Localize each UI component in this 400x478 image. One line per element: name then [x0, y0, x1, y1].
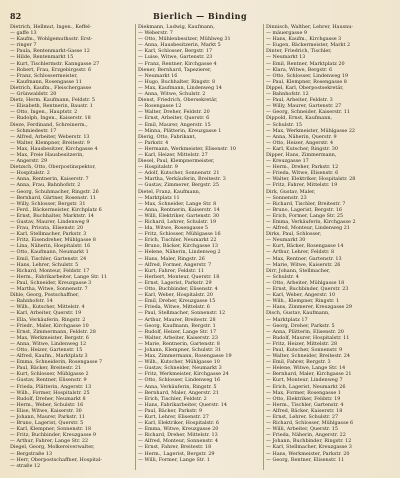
- directory-column-1: [10, 24, 134, 470]
- directory-entry: — Walter, Dreher, Feldstr. 20: [138, 109, 210, 116]
- directory-entry: Dippold, Ernst, Kaufmann,: [266, 115, 333, 122]
- directory-entry: — Herm., Tischler, Gartenstr. 4: [266, 401, 344, 408]
- directory-entry: — Eugen, Bäckermeister, Markt 2: [266, 42, 351, 49]
- directory-entry: Dietrich, Hellmut, Ingen., Keffel-: [10, 24, 92, 30]
- directory-entry: — Otto, Elektriker, Feldstr. 19: [266, 395, 341, 402]
- directory-entry: — Paul, Bäcker, Parkstr. 9: [138, 407, 203, 414]
- column-divider: [263, 24, 264, 470]
- directory-entry: — Gustav, Rentner, Elisenstr. 9: [10, 377, 87, 384]
- directory-entry: — Minna, Plätterin, Kreuzgasse 1: [138, 127, 222, 134]
- directory-entry: Dipper, Hans, Zimmermann,: [266, 151, 337, 158]
- directory-entry: — Hermann, Werkmeister, Elisenstr. 10: [138, 145, 236, 152]
- directory-entry: — Wilh., Former, Hospitalstr. 25: [10, 389, 90, 396]
- directory-entry: Dietz, Herm. Kaufmann, Feldstr. 5: [10, 97, 95, 104]
- directory-entry: — Schulstr. 15: [266, 121, 303, 128]
- directory-entry: — Helene, Näherin, Lindenweg 2: [138, 249, 221, 256]
- directory-entry: Diegel, Georg, Molkereiverwalter,: [10, 444, 95, 451]
- directory-entry: — Bruno, Lagerist, Querstr. 5: [10, 420, 84, 427]
- directory-entry: — Anna, Frau, Bahnhofstr. 2: [10, 182, 81, 189]
- directory-entry: — Fritz, Buchbinder, Kreuzgasse 9: [10, 432, 97, 439]
- page-header: [8, 10, 392, 22]
- directory-entry: — Robert, Frau, Erzgebirgsstr. 6: [10, 66, 92, 73]
- directory-entry: Diekmann, Ludwig, Kaufmann,: [138, 24, 215, 30]
- directory-entry: — Paul, Schneider, Kreuzgasse 3: [10, 279, 92, 286]
- directory-entry: — Erich, Tischler, Feldstr. 2: [138, 395, 207, 402]
- directory-entry: — Wilh., Kutscher, Mühlgasse 10: [138, 359, 220, 366]
- directory-entry: — Willy, Maurer, Gartenstr. 27: [266, 103, 342, 110]
- directory-entry: — Kurt, Tischlermstr. Kanngasse 27: [10, 60, 100, 67]
- directory-entry: — Bernhard, Gärtner, Rosenstr. 11: [10, 194, 96, 201]
- directory-entry: — Karl, Kutscher, Ringstr. 30: [266, 145, 339, 152]
- directory-entry: — Hans, Werkmeister, Parkstr. 20: [266, 450, 350, 457]
- directory-entry: — Frieda, Plätterin, Angerstr. 13: [10, 383, 92, 390]
- directory-entry: — Willi, Former, Lange Str. 1: [138, 456, 210, 463]
- directory-entry: — Richard, Schlosser, Mühlgasse 6: [266, 420, 354, 427]
- directory-entry: — Frieda, Witwe, Mittelstr. 6: [138, 304, 210, 311]
- directory-entry: — Emma, Witwe, Kreuzgasse 20: [138, 426, 219, 433]
- directory-entry: — Max, Kaufmann, Lindenweg 14: [138, 84, 222, 91]
- directory-entry: — Anna, Witwe, Lindenweg 12: [10, 340, 87, 347]
- directory-entry: — Gustav, Maurer, Lindenweg 9: [10, 219, 90, 225]
- directory-entry: — Erich, Tischler, Neumarkt 22: [138, 237, 217, 244]
- directory-entry: — Otto, Arbeiter, Mühlgasse 18: [266, 279, 345, 286]
- directory-entry: — Alfred, Kaufm., Marktplatz 3: [10, 353, 88, 360]
- directory-entry: — Karl, Schlosser, Bergstr. 17: [138, 48, 213, 55]
- directory-entry: — Martha, Witwe, Sonnenstr. 7: [10, 286, 88, 293]
- directory-entry: — Marie, Witwe, Kaiserstr. 26: [266, 261, 341, 268]
- directory-entry: — Neumarkt 30: [266, 237, 306, 244]
- directory-entry: — Fritz, Heizer, Mittelstr. 28: [266, 340, 338, 347]
- directory-entry: — Frau, Privata, Elisenstr. 20: [10, 225, 84, 232]
- directory-entry: — Emil, Maurer, Angerstr. 15: [138, 121, 211, 128]
- directory-entry: — Kurt, Lehrer, Elisenstr. 27: [138, 414, 209, 420]
- directory-entry: — Otto, Heizer, Gartenstr. 15: [10, 346, 83, 353]
- directory-entry: — Max, Former, Rosengasse 1: [266, 389, 341, 396]
- directory-entry: — Alfred, Arbeiter, Weberstr. 13: [10, 133, 90, 140]
- directory-entry: — Herm., Weber, Schulstr. 16: [10, 401, 84, 408]
- directory-entry: — Elisabeth, Rentnerin, Baustr. 1: [10, 103, 93, 110]
- directory-entry: — Richard, Monteur, Feldstr. 17: [10, 267, 90, 274]
- directory-entry: — Johann, Maurer, Parkstr. 11: [10, 414, 85, 420]
- directory-entry: — Hans, Maler, Ringstr. 26: [138, 255, 205, 262]
- directory-entry: — Ella, Verkäuferin, Ringstr. 2: [10, 316, 86, 323]
- directory-entry: — Richard, Dreher, Mittelstr. 13: [138, 432, 218, 439]
- directory-entry: — Fritz, Eisendreher, Mühlgasse 8: [10, 237, 96, 244]
- directory-entry: Dinter, Friedrich, Tischler,: [266, 48, 332, 55]
- directory-entry: — Walter, Elektriker, Hospitalstr. 28: [266, 176, 356, 183]
- directory-entry: — Adolf, Kutscher, Sonnenstr. 21: [138, 170, 220, 177]
- directory-entry: — Parkstr. 4: [138, 139, 169, 146]
- directory-entry: — Ernst, Fahrer, Breitestr. 18: [138, 444, 212, 451]
- directory-entry: — mäuergasse 9: [266, 30, 308, 37]
- directory-entry: — Marktplatz 17: [266, 316, 308, 323]
- directory-entry: — Paul, Klempner, Rosengasse 8: [266, 78, 347, 85]
- directory-entry: — Willy, Schlosser, Bergstr. 31: [10, 200, 86, 207]
- directory-entry: — Fritz, Werkmeister, Kirchgasse 24: [138, 371, 229, 378]
- directory-entry: — Herr, Oberpostschaffner, Hospital-: [10, 456, 103, 463]
- directory-entry: — Frieda, Witwe, Elisenstr. 6: [266, 170, 339, 177]
- directory-entry: Diesel, Paul, Klempnermeister,: [138, 158, 215, 165]
- directory-entry: — Kurt, Bäcker, Rosengasse 14: [266, 243, 344, 250]
- directory-entry: — Max, Rentner, Gartenstr. 13: [266, 255, 342, 262]
- directory-entry: — Max, Hausbesitzer, Kirchgasse 4: [10, 145, 98, 152]
- directory-entry: — Gustav, Zimmerer, Bergstr. 25: [138, 182, 220, 189]
- directory-entry: — Wilh., Klempner, Ringstr. 1: [266, 298, 340, 305]
- directory-entry: Dietzsch, Otto, Oberpostinspektor,: [10, 164, 96, 171]
- directory-entry: — Otto, Ingen., Hauptstr. 2: [10, 109, 78, 116]
- directory-entry: — gaffe 13: [10, 30, 37, 37]
- directory-entry: — Anna, Näherin, Querstr. 9: [266, 133, 337, 140]
- directory-entry: — Richard, Lehrer, Schulstr. 19: [138, 219, 217, 225]
- directory-entry: — Herm., Fabrikarbeiter, Lange Str. 11: [10, 273, 108, 280]
- directory-entry: — Weberstr. 7: [138, 30, 173, 37]
- directory-entry: — Schmiedestr. 17: [10, 127, 57, 134]
- directory-entry: — Fritz, Schlosser, Mühlgasse 16: [138, 231, 221, 238]
- directory-entry: — Max, Freie Hausbesitzerin,: [10, 151, 84, 158]
- directory-entry: — Johann, Buchbinder, Ringstr. 12: [266, 438, 352, 445]
- directory-entry: — Walter, Klempner, Breitestr. 9: [10, 139, 90, 146]
- directory-entry: — Erich, Former, Lange Str. 25: [266, 212, 344, 219]
- directory-entry: — Karl, Arbeiter, Querstr. 19: [10, 310, 82, 317]
- directory-entry: — Herm., Lagerist, Bergstr. 29: [138, 450, 215, 457]
- directory-column-2: [138, 24, 262, 470]
- directory-entry: — Frieda, Näherin, Angerstr. 22: [266, 432, 346, 439]
- directory-column-3: [266, 24, 390, 470]
- directory-entry: — Herbert, Monteur, Querstr. 18: [138, 273, 220, 280]
- directory-entry: — Paul, Kutscher, Sonnenstr. 9: [266, 346, 343, 353]
- directory-entry: Dinnisch, Walther, Lehrer, Hausnu-: [266, 24, 354, 30]
- directory-entry: Dienst, Friedrich, Obersekretär,: [138, 97, 218, 104]
- directory-entry: — Ernst, Lagerist, Parkstr. 29: [138, 279, 212, 286]
- directory-entry: — Friedr., Maler, Kirchgasse 10: [10, 322, 89, 329]
- directory-entry: — Hans, Lehrer, Schulstr. 5: [10, 261, 79, 268]
- directory-entry: — Georg, Kaufmann, Bergstr. 1: [138, 322, 216, 329]
- directory-entry: — Bruno, Lagerist, Bergstr. 16: [266, 206, 342, 213]
- directory-entry: — Bahnhofstr. 12: [266, 91, 309, 98]
- directory-entry: — Klara, Witwe, Bergstr. 6: [266, 66, 333, 73]
- directory-entry: Dietel, Franz, Kaufmann,: [138, 188, 201, 195]
- directory-entry: — Bahnhofstr. 14: [10, 298, 53, 305]
- page-number: 82: [10, 11, 22, 21]
- directory-entry: — Hans, Kaufm., Kirchgasse 3: [266, 36, 342, 43]
- directory-entry: — Ferd., Bäckermeister, Kirchplatz 6: [10, 206, 102, 213]
- directory-entry: Dirr, Johann, Stellmacher,: [266, 267, 331, 274]
- directory-entry: — Kurt, Fahrer, Feldstr. 11: [138, 267, 205, 274]
- directory-entry: — Ernst, Arbeiter, Querstr. 6: [138, 115, 210, 122]
- directory-entry: — Emma, Schneiderin, Rosengasse 7: [10, 359, 103, 366]
- directory-entry: — Anna, Plätterin, Elisenstr. 20: [266, 328, 344, 335]
- directory-entry: — Elise, Witwe, Kaiserstr. 30: [10, 407, 82, 414]
- directory-entry: — Otto, Schlosser, Lindenweg 16: [138, 377, 221, 384]
- directory-entry: — Sonnenstr. 23: [266, 194, 307, 201]
- directory-entry: — Arthur, Fahrer, Lange Str. 22: [10, 438, 89, 445]
- directory-entry: — Walter, Arbeiter, Kaiserstr. 23: [138, 334, 219, 341]
- directory-entry: — Rudolf, Maurer, Hospitalstr. 11: [266, 334, 350, 341]
- directory-entry: Diener, Bernhard, Tapezierer,: [138, 66, 212, 73]
- directory-entry: — Emil, Rentner, Marktplatz 20: [266, 60, 345, 67]
- directory-entry: Dieze, Ferdinand, Schreinerm.,: [10, 121, 88, 128]
- directory-entry: — Ernst, Buchbinder, Querstr. 23: [266, 286, 349, 293]
- directory-entry: Disch, Gustav, Kaufmann,: [266, 310, 330, 317]
- directory-entry: — Hugo, Buchhalter, Ringstr. 8: [138, 78, 216, 85]
- directory-entry: — Kaufmann, Rosengasse 11: [10, 78, 82, 85]
- directory-entry: — Walter, Schneider, Breitestr. 24: [266, 353, 350, 360]
- directory-entry: — Kreuzgasse 17: [266, 158, 309, 165]
- directory-entry: — Rudolph, Ingen., Kaiserstr. 18: [10, 115, 91, 122]
- directory-entry: — Willi, Arbeiter, Querstr. 15: [266, 426, 338, 433]
- directory-entry: — Max, Zimmermann, Rosengasse 19: [138, 353, 232, 360]
- directory-entry: — Otto, Buchbinder, Elisenstr. 4: [138, 286, 218, 293]
- directory-entry: — Erich, Lagerist, Neumarkt 26: [266, 383, 346, 390]
- directory-entry: — Emil, Fahrer, Bergstr. 3: [266, 359, 331, 366]
- directory-entry: — Georg, Schuhmacher, Ringstr. 26: [10, 188, 99, 195]
- directory-entry: — Karl, Heizer, Mittelstr. 27: [138, 151, 208, 158]
- directory-entry: — Bernhard, Maler, Angerstr. 21: [138, 389, 220, 396]
- directory-entry: — Emil, Dreher, Kreuzgasse 15: [138, 298, 216, 305]
- directory-entry: — Herm., Dreher, Parkstr. 12: [266, 164, 339, 171]
- directory-entry: — straße 12: [10, 462, 41, 469]
- directory-entry: — Alfred, Monteur, Lindenweg 21: [266, 225, 350, 232]
- directory-entry: — Hans, Fabrikarbeiter, Querstr. 14: [138, 401, 227, 408]
- directory-entry: — Karl, Weber, Hospitalstr. 20: [138, 292, 213, 299]
- directory-entry: — Arthur, Lehrer, Feldstr. 8: [266, 249, 335, 256]
- directory-entry: — Hans, Zimmerer, Kreuzgasse 29: [266, 304, 353, 311]
- directory-entry: — Fritz, Fahrer, Mittelstr. 19: [266, 182, 338, 189]
- directory-entry: — Marktplatz 11: [138, 194, 180, 201]
- directory-entry: Dirks, Paul, Schlosser,: [266, 231, 322, 238]
- directory-entry: — Schulstr. 4: [266, 273, 299, 280]
- directory-entry: — Otto, Kaufmann, Neumarkt 1: [10, 249, 89, 256]
- directory-entry: — Bruno, Bäcker, Kirchgasse 13: [138, 243, 218, 250]
- directory-entry: — Georg, Schneider, Kaiserstr. 11: [266, 109, 351, 116]
- directory-entry: — Rosengasse 12: [138, 103, 182, 110]
- directory-entry: — Bergstraße 13: [10, 450, 53, 457]
- directory-entry: — Willi, Elektriker, Gartenstr. 30: [138, 212, 220, 219]
- directory-entry: — Arthur, Maurer, Breitestr. 28: [138, 316, 216, 323]
- page-title: Bierlich — Binding: [152, 11, 248, 21]
- directory-entry: — Angerstr. 29: [10, 158, 48, 165]
- directory-entry: — Hospitalstr. 9: [138, 164, 178, 171]
- directory-entry: — Hospitalstr. 2: [10, 170, 50, 177]
- directory-entry: — Paul, Bäcker, Breitestr. 21: [10, 365, 82, 372]
- directory-entry: — Kurt, Schlosser, Mühlgasse 2: [10, 371, 89, 378]
- directory-entry: Dirk, Gustav, Maler,: [266, 188, 316, 195]
- directory-entry: — Neumarkt 13: [266, 54, 306, 61]
- directory-entry: — Karl, Stellmacher, Kreuzgasse 3: [266, 444, 352, 451]
- directory-entry: — Kaufm., Wohlgemuthsstr. Erst-: [10, 36, 93, 43]
- directory-entry: — Anna, Verkäuferin, Ringstr. 5: [138, 383, 217, 390]
- directory-entry: — Paul, Stellmacher, Sonnenstr. 12: [138, 310, 226, 317]
- directory-entry: — Hilde, Rentenmarkt 15: [10, 54, 74, 61]
- directory-entry: — Marie, Rentnerin, Gartenstr. 8: [138, 340, 220, 347]
- directory-entry: — Max, Schneider, Lange Str. 8: [138, 200, 217, 207]
- directory-entry: — Otto, Heizer, Angerstr. 4: [266, 139, 334, 146]
- directory-entry: — Ernst, Zimmermann, Feldstr. 28: [10, 328, 96, 335]
- directory-entry: — Ida, Witwe, Rosengasse 5: [138, 225, 208, 232]
- directory-entry: — Neumarkt 16: [138, 72, 178, 79]
- directory-entry: Dietrich, Kaufm., Fleischergasse: [10, 84, 92, 91]
- column-divider: [135, 24, 136, 470]
- directory-entry: — Ernst, Buchhalter, Marktstr. 14: [10, 212, 94, 219]
- directory-entry: — ringer 7: [10, 42, 37, 49]
- directory-entry: — Martha, Verkäuferin, Breitestr. 3: [138, 176, 226, 183]
- directory-entry: — Otto, Schlosser, Lindenweg 19: [266, 72, 349, 79]
- directory-entry: — Alfred, Monteur, Sonnenstr. 4: [138, 438, 218, 445]
- directory-entry: — Max, Werkmeister, Mühlgasse 22: [266, 127, 356, 134]
- directory-entry: — Karl, Stellmacher, Parkstr. 3: [10, 231, 87, 238]
- directory-entry: — Alfred, Bäcker, Kaiserstr. 18: [266, 407, 343, 414]
- directory-entry: Dierig, Otto, Fabrikant,: [138, 133, 197, 140]
- directory-entry: — Kurt, Monteur, Lindenweg 7: [266, 377, 343, 384]
- directory-entry: — Otto, Mühlenbesitzer, Mühlweg 31: [138, 36, 231, 43]
- directory-entry: — Richard, Tischler, Breitestr. 7: [266, 200, 346, 207]
- directory-entry: — Karl, Elektriker, Hospitalstr. 6: [138, 420, 220, 427]
- directory-entry: Dippel, Karl, Oberpostsekretär,: [266, 84, 344, 91]
- directory-entry: — Paula, Rentenmarkt-Gasse 12: [10, 48, 90, 55]
- directory-entry: — Max, Werkmeister, Bergstr. 6: [10, 334, 89, 341]
- directory-entry: — Anna, Rentnerin, Kaiserstr. 7: [10, 176, 89, 183]
- directory-entry: — Georg, Dreher, Parkstr. 5: [266, 322, 335, 329]
- directory-entry: — Gustav, Schneider, Neumarkt 3: [138, 365, 222, 372]
- directory-entry: — Emil, Tischler, Gartenstr. 24: [10, 255, 87, 262]
- directory-entry: — Emma, Verkäuferin, Kirchgasse 2: [266, 219, 356, 225]
- directory-entry: — Alfred, Former, Angerstr. 7: [138, 261, 212, 268]
- directory-entry: — Karl, Klempner, Sonnenstr. 18: [10, 426, 92, 433]
- directory-entry: Dihle, Georg, Postschaffner,: [10, 292, 80, 299]
- directory-entry: — Paul, Arbeiter, Feldstr. 3: [266, 97, 333, 104]
- directory-entry: — Helene, Witwe, Lange Str. 14: [266, 365, 346, 372]
- directory-entry: — Luise, Witwe, Gartenstr. 23: [138, 54, 213, 61]
- directory-entry: — Wilh., Kutscher, Mittelstr. 4: [10, 304, 85, 311]
- directory-entry: — Rudolf, Dreher, Neumarkt 8: [10, 395, 86, 402]
- directory-entry: — Anna, Witwe, Schulstr. 2: [138, 91, 206, 98]
- directory-entry: — Franz, Schlossermeister,: [10, 72, 78, 79]
- directory-entry: — Georg, Rentner, Elisenstr. 11: [266, 456, 345, 463]
- directory-entry: — Rudolf, Heizer, Lange Str. 17: [138, 328, 217, 335]
- directory-entry: — Franz, Rentner, Kirchgasse 4: [138, 60, 217, 67]
- directory-entry: — Johann, Klempner, Schulstr. 31: [138, 346, 222, 353]
- directory-entry: — Anna, Hausbesitzerin, Markt 5: [138, 42, 221, 49]
- directory-entry: — Ernst, Lehrer, Schulstr. 27: [266, 414, 339, 420]
- directory-entry: — Karl, Weber, Angerstr. 10: [266, 292, 336, 299]
- directory-entry: — Lina, Näherin, Hospitalstr. 16: [10, 243, 91, 250]
- directory-entry: — Anna, Rentnerin, Kaiserstr. 14: [138, 206, 220, 213]
- directory-entry: — Grünwaldstr. 20: [10, 91, 57, 98]
- directory-entry: — Bernhard, Maler, Kirchgasse 21: [266, 371, 352, 378]
